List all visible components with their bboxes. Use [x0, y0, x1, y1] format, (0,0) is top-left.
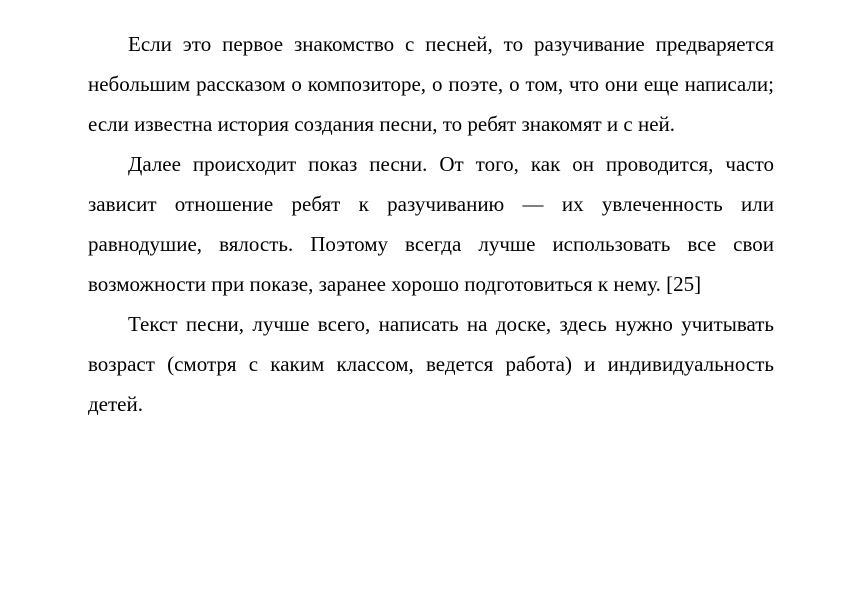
paragraph-1: Если это первое знакомство с песней, то разучивание предваряется небольшим рассказом о композиторе, о поэте, о том, что они еще написали; если известна история создания песни, то ребят знакомят и с ней.	[88, 32, 774, 136]
paragraph-2: Далее происходит показ песни. От того, как он проводится, часто зависит отношение ребят к разучиванию — их увлеченность или равнодушие, вялость. Поэтому всегда лучше использовать все свои возможности при показе, заранее хорошо подготовиться к нему. [25]	[88, 152, 774, 296]
paragraph-3: Текст песни, лучше всего, написать на доске, здесь нужно учитывать возраст (смотря с каким классом, ведется работа) и индивидуальность детей.	[88, 312, 774, 416]
document-page	[88, 24, 774, 424]
